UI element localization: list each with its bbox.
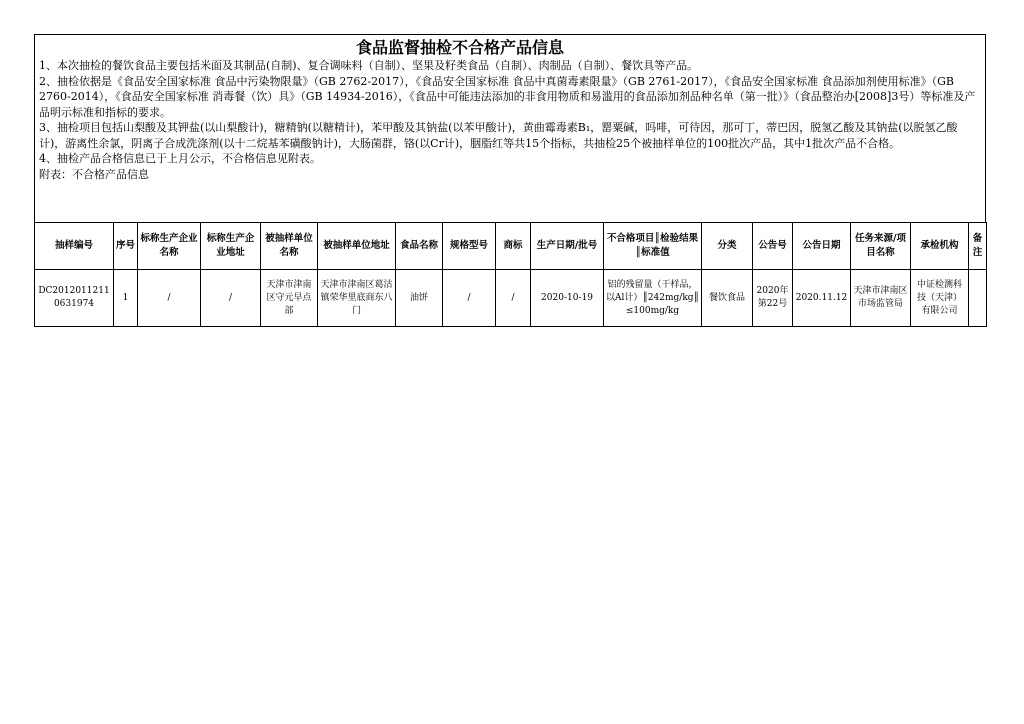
cell-manufacturer-address: /: [201, 270, 261, 327]
header-manufacturer-name: 标称生产企业名称: [138, 223, 201, 270]
header-production-date: 生产日期/批号: [531, 223, 604, 270]
header-sampled-unit-name: 被抽样单位名称: [261, 223, 318, 270]
table-row: [35, 270, 987, 327]
cell-seq: 1: [114, 270, 138, 327]
paragraph-basis: 2、抽检依据是《食品安全国家标准 食品中污染物限量》（GB 2762-2017），《食品安全国家标准 食品中真菌毒素限量》（GB 2761-2017），《食品安全国家标准 食品添加剂使用标准》（GB 2760-2014），《食品安全国家标准 消毒餐（饮）具》（GB 14934-2016），《食品中可能违法添加的非食用物质和易滥用的食品添加剂品种名单（第一批）》（食品整治办[2008]3号）等标准及产品明示标准和指标的要求。: [39, 74, 976, 119]
header-sampled-unit-address: 被抽样单位地址: [318, 223, 396, 270]
cell-sampled-unit-address: 天津市津南区葛沽镇荣华里底商东八门: [318, 270, 396, 327]
paragraph-items: 3、抽检项目包括山梨酸及其钾盐(以山梨酸计)，糖精钠(以糖精计)，苯甲酸及其钠盐(以苯甲酸计)，黄曲霉毒素B₁，罂粟碱，吗啡，可待因，那可丁，蒂巴因，脱氢乙酸及其钠盐(以脱氢乙酸计)，游离性余氯，阴离子合成洗涤剂(以十二烷基苯磺酸钠计)，大肠菌群，铬(以Cr计)，胭脂红等共15个指标，共抽检25个被抽样单位的100批次产品，其中1批次产品不合格。: [39, 121, 958, 150]
notice-section: [34, 34, 986, 222]
cell-production-date: 2020-10-19: [531, 270, 604, 327]
table-header-row: [35, 223, 987, 270]
header-seq: 序号: [114, 223, 138, 270]
header-food-name: 食品名称: [396, 223, 443, 270]
header-unqualified-item: 不合格项目║检验结果║标准值: [604, 223, 702, 270]
header-category: 分类: [702, 223, 753, 270]
cell-trademark: /: [496, 270, 531, 327]
cell-unqualified-item: 铝的残留量（干样品，以Al计）║242mg/kg║≤100mg/kg: [604, 270, 702, 327]
header-task-source: 任务来源/项目名称: [851, 223, 911, 270]
header-specification: 规格型号: [443, 223, 496, 270]
cell-testing-agency: 中证检测科技（天津）有限公司: [911, 270, 969, 327]
paragraph-attachment: 附表：不合格产品信息: [39, 167, 149, 181]
cell-remarks: [969, 270, 987, 327]
document-sheet: [34, 34, 986, 327]
cell-manufacturer-name: /: [138, 270, 201, 327]
cell-announcement-date: 2020.11.12: [793, 270, 851, 327]
header-announcement-date: 公告日期: [793, 223, 851, 270]
header-manufacturer-address: 标称生产企业地址: [201, 223, 261, 270]
header-trademark: 商标: [496, 223, 531, 270]
paragraph-scope: 1、本次抽检的餐饮食品主要包括米面及其制品(自制)、复合调味料（自制）、坚果及籽类食品（自制）、肉制品（自制）、餐饮具等产品。: [39, 59, 699, 72]
header-sample-no: 抽样编号: [35, 223, 114, 270]
cell-announcement-no: 2020年第22号: [753, 270, 793, 327]
unqualified-products-table: [34, 222, 987, 327]
header-remarks: 备注: [969, 223, 987, 270]
cell-task-source: 天津市津南区市场监管局: [851, 270, 911, 327]
cell-specification: /: [443, 270, 496, 327]
cell-category: 餐饮食品: [702, 270, 753, 327]
cell-sampled-unit-name: 天津市津南区守元早点部: [261, 270, 318, 327]
cell-food-name: 油饼: [396, 270, 443, 327]
header-announcement-no: 公告号: [753, 223, 793, 270]
cell-sample-no: DC20120112110631974: [35, 270, 114, 327]
page-title: 食品监督抽检不合格产品信息: [355, 38, 564, 57]
paragraph-qualified-info: 4、抽检产品合格信息已于上月公示，不合格信息见附表。: [39, 152, 321, 165]
header-testing-agency: 承检机构: [911, 223, 969, 270]
